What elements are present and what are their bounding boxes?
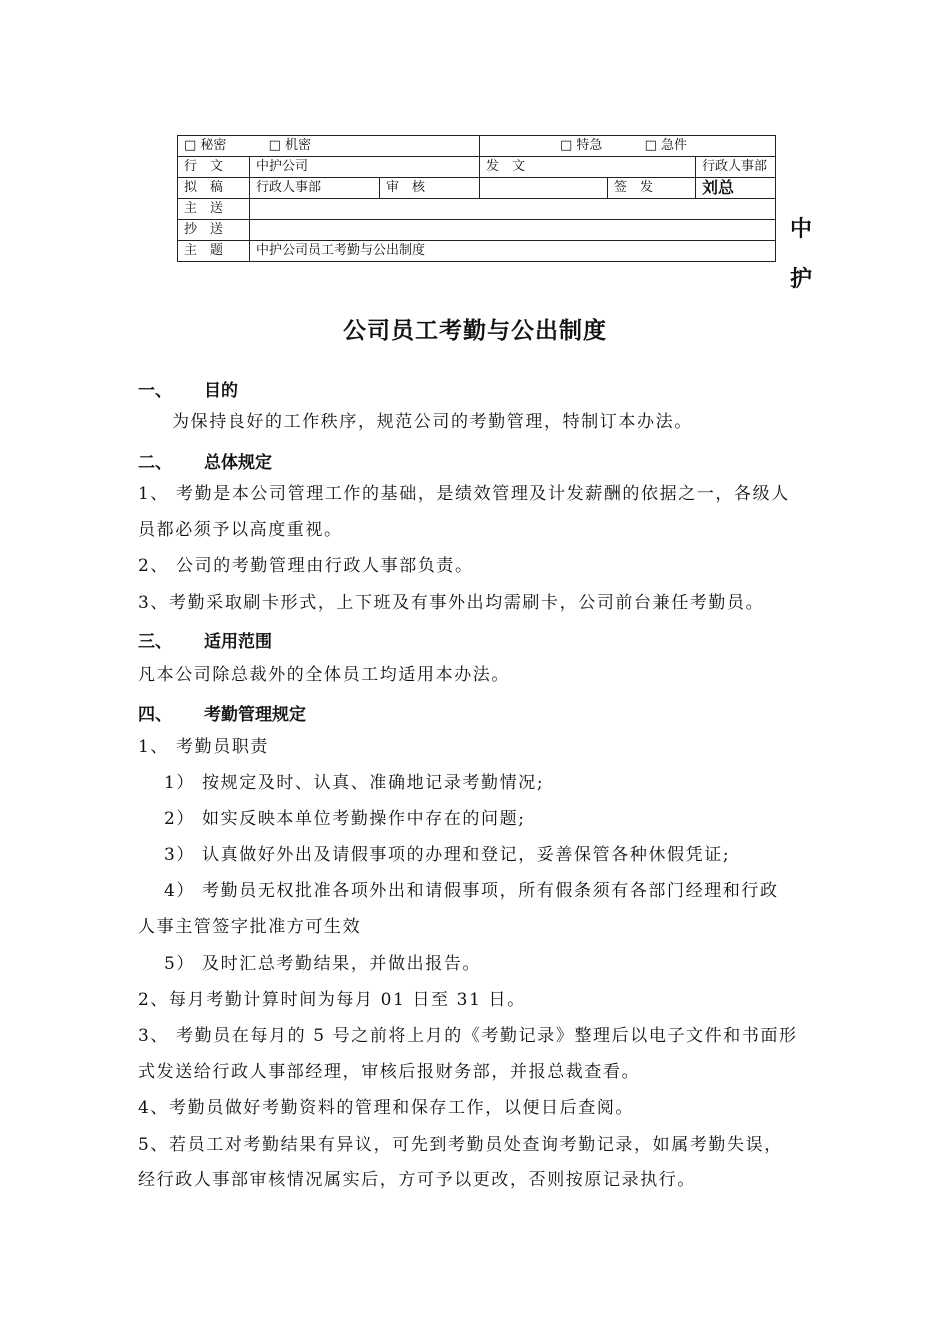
- subject-label: 主 题: [178, 241, 250, 262]
- list-item-duty-2: 2） 如实反映本单位考勤操作中存在的问题;: [164, 809, 526, 829]
- paragraph-general-2: 2、 公司的考勤管理由行政人事部负责。: [138, 556, 474, 576]
- extra-urgent-checkbox[interactable]: □ 特急: [560, 138, 603, 153]
- paragraph-management-2: 2、每月考勤计算时间为每月 01 日至 31 日。: [138, 990, 526, 1010]
- classification-row: [178, 136, 776, 157]
- issue-dept-value: 行政人事部: [696, 157, 776, 178]
- section-title: 考勤管理规定: [204, 705, 306, 725]
- paragraph-purpose: 为保持良好的工作秩序，规范公司的考勤管理，特制订本办法。: [172, 412, 693, 432]
- subject-value: 中护公司员工考勤与公出制度: [250, 241, 776, 262]
- paragraph-management-5b: 经行政人事部审核情况属实后，方可予以更改，否则按原记录执行。: [138, 1170, 696, 1190]
- cc-value: [250, 220, 776, 241]
- review-label: 审 核: [380, 178, 480, 199]
- draft-label: 拟 稿: [178, 178, 250, 199]
- issue-label: 发 文: [480, 157, 696, 178]
- section-number: 三、: [138, 632, 172, 652]
- section-scope-heading: [138, 627, 272, 652]
- confidential-checkbox[interactable]: □ 机密: [268, 138, 311, 153]
- paragraph-general-3: 3、考勤采取刷卡形式，上下班及有事外出均需刷卡，公司前台兼任考勤员。: [138, 593, 765, 613]
- section-purpose-heading: [138, 376, 238, 401]
- company-value: 中护公司: [250, 157, 480, 178]
- to-value: [250, 199, 776, 220]
- paragraph-management-1: 1、 考勤员职责: [138, 737, 270, 757]
- paragraph-management-5a: 5、若员工对考勤结果有异议，可先到考勤员处查询考勤记录，如属考勤失误，: [138, 1135, 783, 1155]
- section-number: 一、: [138, 381, 172, 401]
- cc-label: 抄 送: [178, 220, 250, 241]
- to-row: [178, 199, 776, 220]
- paragraph-scope: 凡本公司除总裁外的全体员工均适用本办法。: [138, 665, 510, 685]
- security-cell: [178, 136, 480, 157]
- section-general-heading: [138, 448, 272, 473]
- paragraph-management-4: 4、考勤员做好考勤资料的管理和保存工作，以便日后查阅。: [138, 1098, 635, 1118]
- list-item-duty-3: 3） 认真做好外出及请假事项的办理和登记，妥善保管各种休假凭证;: [164, 845, 731, 865]
- review-value: [480, 178, 608, 199]
- document-title: 公司员工考勤与公出制度: [343, 318, 607, 344]
- list-item-duty-4a: 4） 考勤员无权批准各项外出和请假事项，所有假条须有各部门经理和行政: [164, 881, 779, 901]
- urgency-cell: [480, 136, 776, 157]
- document-header-table: [177, 135, 776, 262]
- draft-row: [178, 178, 776, 199]
- urgent-checkbox[interactable]: □ 急件: [644, 138, 687, 153]
- list-item-duty-5: 5） 及时汇总考勤结果，并做出报告。: [164, 954, 482, 974]
- paragraph-general-1a: 1、 考勤是本公司管理工作的基础，是绩效管理及计发薪酬的依据之一，各级人: [138, 484, 790, 504]
- sign-label: 签 发: [608, 178, 696, 199]
- list-item-duty-4b: 人事主管签字批准方可生效: [138, 917, 362, 937]
- sender-row: [178, 157, 776, 178]
- subject-row: [178, 241, 776, 262]
- section-title: 适用范围: [204, 632, 272, 652]
- side-label-1: 中: [790, 217, 813, 242]
- side-label-2: 护: [790, 267, 813, 292]
- paragraph-management-3a: 3、 考勤员在每月的 5 号之前将上月的《考勤记录》整理后以电子文件和书面形: [138, 1026, 798, 1046]
- section-title: 目的: [204, 381, 238, 401]
- cc-row: [178, 220, 776, 241]
- section-number: 二、: [138, 453, 172, 473]
- section-management-heading: [138, 700, 306, 725]
- section-title: 总体规定: [204, 453, 272, 473]
- paragraph-management-3b: 式发送给行政人事部经理，审核后报财务部，并报总裁查看。: [138, 1062, 641, 1082]
- draft-dept-value: 行政人事部: [250, 178, 380, 199]
- company-label: 行 文: [178, 157, 250, 178]
- paragraph-general-1b: 员都必须予以高度重视。: [138, 520, 343, 540]
- secret-checkbox[interactable]: □ 秘密: [184, 138, 227, 153]
- to-label: 主 送: [178, 199, 250, 220]
- list-item-duty-1: 1） 按规定及时、认真、准确地记录考勤情况;: [164, 773, 545, 793]
- section-number: 四、: [138, 705, 172, 725]
- signature: 刘总: [696, 178, 776, 199]
